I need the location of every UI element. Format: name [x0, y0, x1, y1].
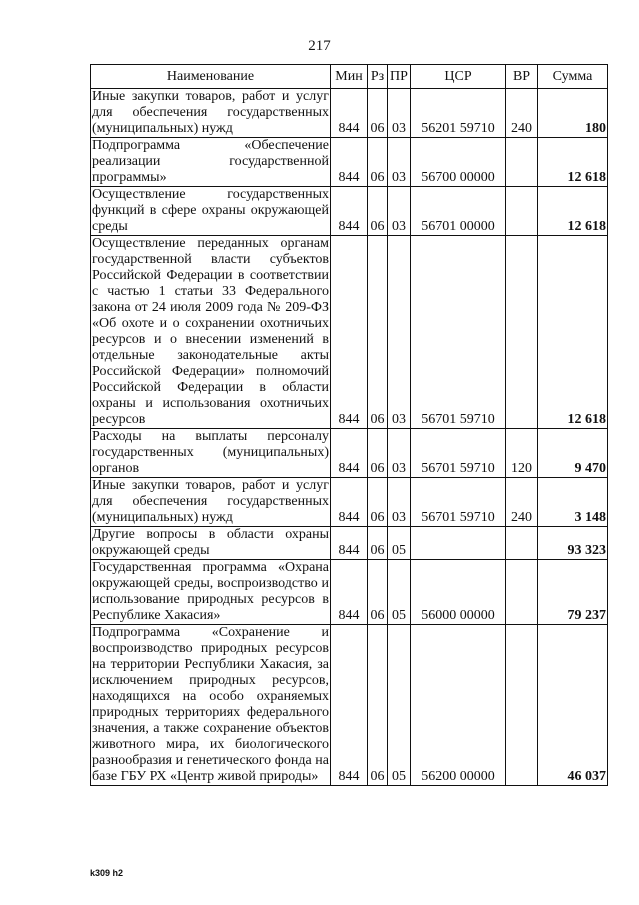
row-sum: 9 470 [538, 429, 608, 478]
table-row [91, 89, 608, 138]
row-csr: 56701 59710 [411, 236, 506, 429]
row-rz: 06 [368, 138, 388, 187]
row-pr: 03 [388, 236, 411, 429]
row-min: 844 [331, 560, 368, 625]
row-min: 844 [331, 429, 368, 478]
header-pr: ПР [388, 65, 411, 89]
row-name: Осуществление переданных органам государственной власти субъектов Российской Федерации в соответствии с частью 1 статьи 33 Федерального закона от 24 июля 2009 года № 209-ФЗ «Об охоте и о сохранении охотничьих ресурсов и о внесении изменений в отдельные законодательные акты Российской Федерации» полномочий Российской Федерации в области охраны и использования охотничьих ресурсов [92, 236, 329, 427]
row-pr: 03 [388, 187, 411, 236]
row-sum: 79 237 [538, 560, 608, 625]
row-rz: 06 [368, 236, 388, 429]
row-min: 844 [331, 89, 368, 138]
row-vr [506, 625, 538, 786]
row-vr [506, 560, 538, 625]
row-csr: 56701 00000 [411, 187, 506, 236]
row-rz: 06 [368, 89, 388, 138]
row-sum: 3 148 [538, 478, 608, 527]
row-name: Другие вопросы в области охраны окружающей среды [92, 527, 329, 558]
row-name: Расходы на выплаты персоналу государственных (муниципальных) органов [92, 429, 329, 476]
header-rz: Рз [368, 65, 388, 89]
row-pr: 05 [388, 527, 411, 560]
row-pr: 05 [388, 560, 411, 625]
header-csr: ЦСР [411, 65, 506, 89]
row-csr: 56200 00000 [411, 625, 506, 786]
row-vr [506, 236, 538, 429]
table-header-row [91, 65, 608, 89]
row-vr [506, 187, 538, 236]
row-csr [411, 527, 506, 560]
row-pr: 03 [388, 478, 411, 527]
page-number: 217 [308, 38, 331, 54]
row-name: Подпрограмма «Обеспечение реализации государственной программы» [92, 138, 329, 185]
row-csr: 56000 00000 [411, 560, 506, 625]
row-min: 844 [331, 527, 368, 560]
table-row [91, 478, 608, 527]
row-min: 844 [331, 625, 368, 786]
row-min: 844 [331, 187, 368, 236]
row-csr: 56700 00000 [411, 138, 506, 187]
row-vr: 240 [506, 89, 538, 138]
row-vr: 240 [506, 478, 538, 527]
row-csr: 56701 59710 [411, 429, 506, 478]
header-sum: Сумма [538, 65, 608, 89]
row-vr [506, 138, 538, 187]
table-row [91, 429, 608, 478]
row-rz: 06 [368, 560, 388, 625]
row-sum: 12 618 [538, 236, 608, 429]
table-row [91, 560, 608, 625]
table-row [91, 187, 608, 236]
row-sum: 180 [538, 89, 608, 138]
row-rz: 06 [368, 429, 388, 478]
row-csr: 56701 59710 [411, 478, 506, 527]
row-rz: 06 [368, 478, 388, 527]
row-pr: 05 [388, 625, 411, 786]
header-name: Наименование [91, 65, 331, 89]
row-min: 844 [331, 478, 368, 527]
row-vr: 120 [506, 429, 538, 478]
row-name: Осуществление государственных функций в сфере охраны окружающей среды [92, 187, 329, 234]
row-rz: 06 [368, 527, 388, 560]
row-min: 844 [331, 138, 368, 187]
row-name: Государственная программа «Охрана окружающей среды, воспроизводство и использование природных ресурсов в Республике Хакасия» [92, 560, 329, 623]
row-rz: 06 [368, 625, 388, 786]
row-name: Подпрограмма «Сохранение и воспроизводство природных ресурсов на территории Республики Хакасия, за исключением природных ресурсов, находящихся на особо охраняемых природных территориях федерального значения, а также сохранение объектов животного мира, их биологического разнообразия и генетического фонда на базе ГБУ РХ «Центр живой природы» [92, 625, 329, 784]
row-pr: 03 [388, 89, 411, 138]
row-sum: 93 323 [538, 527, 608, 560]
row-name: Иные закупки товаров, работ и услуг для обеспечения государственных (муниципальных) нужд [92, 89, 329, 136]
header-vr: ВР [506, 65, 538, 89]
header-min: Мин [331, 65, 368, 89]
table-row [91, 138, 608, 187]
table-row [91, 527, 608, 560]
table-row [91, 236, 608, 429]
row-pr: 03 [388, 429, 411, 478]
table-row [91, 625, 608, 786]
row-rz: 06 [368, 187, 388, 236]
row-pr: 03 [388, 138, 411, 187]
row-vr [506, 527, 538, 560]
row-csr: 56201 59710 [411, 89, 506, 138]
row-name: Иные закупки товаров, работ и услуг для обеспечения государственных (муниципальных) нужд [92, 478, 329, 525]
row-sum: 46 037 [538, 625, 608, 786]
footer-code: k309 h2 [90, 868, 124, 878]
row-min: 844 [331, 236, 368, 429]
budget-table [90, 64, 608, 786]
row-sum: 12 618 [538, 138, 608, 187]
row-sum: 12 618 [538, 187, 608, 236]
